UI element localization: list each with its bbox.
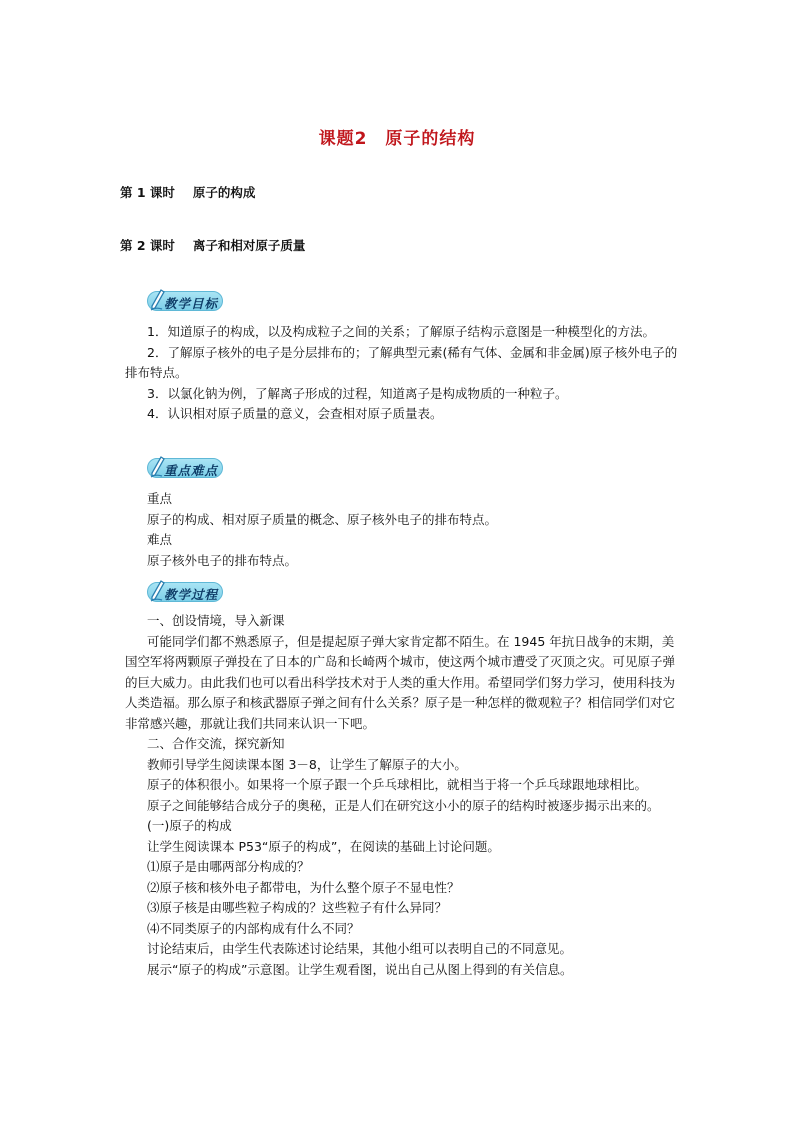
process-paragraph: 让学生阅读课本 P53“原子的构成”，在阅读的基础上讨论问题。	[147, 838, 500, 854]
key-label: 重点	[147, 491, 173, 506]
question-item: ⑷不同类原子的内部构成有什么不同？	[147, 920, 360, 936]
process-subheading: (一)原子的构成	[147, 818, 232, 833]
lesson-2-number: 第 2 课时	[120, 238, 175, 253]
lesson-1-heading	[120, 183, 255, 201]
goal-item: 4．认识相对原子质量的意义，会查相对原子质量表。	[147, 406, 443, 421]
key-text: 原子的构成、相对原子质量的概念、原子核外电子的排布特点。	[147, 511, 498, 527]
lesson-1-number: 第 1 课时	[120, 185, 175, 200]
question-item: ⑵原子核和核外电子都带电，为什么整个原子不显电性？	[147, 879, 460, 895]
question-item: ⑴原子是由哪两部分构成的？	[147, 859, 310, 874]
question-item: ⑶原子核是由哪些粒子构成的？这些粒子有什么异同？	[147, 900, 448, 915]
goal-item: 2．了解原子核外的电子是分层排布的；了解典型元素(稀有气体、金属和非金属)原子核外电子的排布特点。	[125, 344, 678, 380]
badge-label-goals: 教学目标	[164, 296, 219, 311]
section-badge-goals	[147, 291, 223, 311]
process-paragraph: 教师引导学生阅读课本图 3－8，让学生了解原子的大小。	[147, 756, 467, 772]
process-paragraph: 讨论结束后，由学生代表陈述讨论结果，其他小组可以表明自己的不同意见。	[147, 941, 573, 956]
process-paragraph: 原子的体积很小。如果将一个原子跟一个乒乓球相比，就相当于将一个乒乓球跟地球相比。	[147, 777, 648, 792]
lesson-2-heading	[120, 236, 305, 254]
process-paragraph: 可能同学们都不熟悉原子，但是提起原子弹大家肯定都不陌生。在 1945 年抗日战争的末期，美国空军将两颗原子弹投在了日本的广岛和长崎两个城市，使这两个城市遭受了灭顶之灾。可见原子弹的巨大威力。由此我们也可以看出科学技术对于人类的重大作用。希望同学们努力学习，使用科技为人类造福。那么原子和核武器原子弹之间有什么关系？原子是一种怎样的微观粒子？相信同学们对它非常感兴趣，那就让我们共同来认识一下吧。	[125, 633, 676, 731]
goal-item: 1．知道原子的构成，以及构成粒子之间的关系；了解原子结构示意图是一种模型化的方法。	[147, 324, 655, 339]
process-paragraph: 展示“原子的构成”示意图。让学生观看图，说出自己从图上得到的有关信息。	[147, 961, 573, 977]
page-title: 课题2 原子的结构	[318, 129, 476, 149]
process-body	[125, 611, 685, 980]
process-heading: 一、创设情境，导入新课	[147, 613, 285, 628]
section-badge-key-points	[147, 458, 223, 478]
lesson-2-name: 离子和相对原子质量	[192, 238, 306, 253]
section-badge-process	[147, 582, 223, 602]
difficulty-label: 难点	[147, 532, 173, 547]
goal-item: 3．以氯化钠为例，了解离子形成的过程，知道离子是构成物质的一种粒子。	[147, 385, 568, 401]
process-paragraph: 原子之间能够结合成分子的奥秘，正是人们在研究这小小的原子的结构时被逐步揭示出来的。	[147, 797, 660, 813]
badge-label-process: 教学过程	[164, 587, 219, 602]
difficulty-text: 原子核外电子的排布特点。	[147, 552, 298, 568]
key-points	[147, 489, 707, 571]
goals-list	[125, 322, 685, 425]
lesson-1-name: 原子的构成	[192, 185, 256, 200]
process-heading: 二、合作交流，探究新知	[147, 736, 285, 751]
badge-label-key-points: 重点难点	[164, 463, 219, 478]
